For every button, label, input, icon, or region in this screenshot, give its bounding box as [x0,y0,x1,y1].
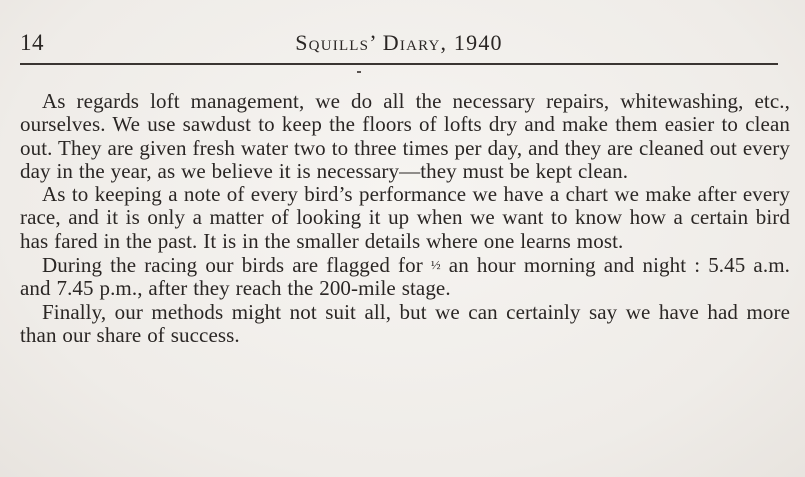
page-number: 14 [20,30,44,55]
paragraph-loft-management: As regards loft management, we do all the necessary repairs, whitewashing, etc., ourselves. We use sawdust to keep the floors of lofts dry and make them easier to clean out. They are given fresh water two to three times per day, and they are cleaned out every day in the year, as we believe it is necessary—they must be kept clean. [20,89,790,183]
paragraph-racing-flagging [20,253,790,301]
half-fraction: ½ [430,257,441,273]
body-text [20,90,790,347]
flagging-text-start: During the racing our birds are flagged for [42,253,431,278]
print-speck [357,71,361,73]
running-title: Squills’ Diary, 1940 [295,30,503,55]
header-rule [20,63,778,65]
flagging-text-end: an hour morning and night : 5.45 a.m. and 7.45 p.m., after they reach the 200-mile stage. [20,253,790,301]
paragraph-performance-chart: As to keeping a note of every bird’s performance we have a chart we make after every race, and it is only a matter of looking it up when we want to know how a certain bird has fared in the past. It is in the smaller details where one learns most. [20,182,790,253]
paragraph-conclusion: Finally, our methods might not suit all, but we can certainly say we have had more than our share of success. [20,299,790,347]
page-header [20,26,778,60]
